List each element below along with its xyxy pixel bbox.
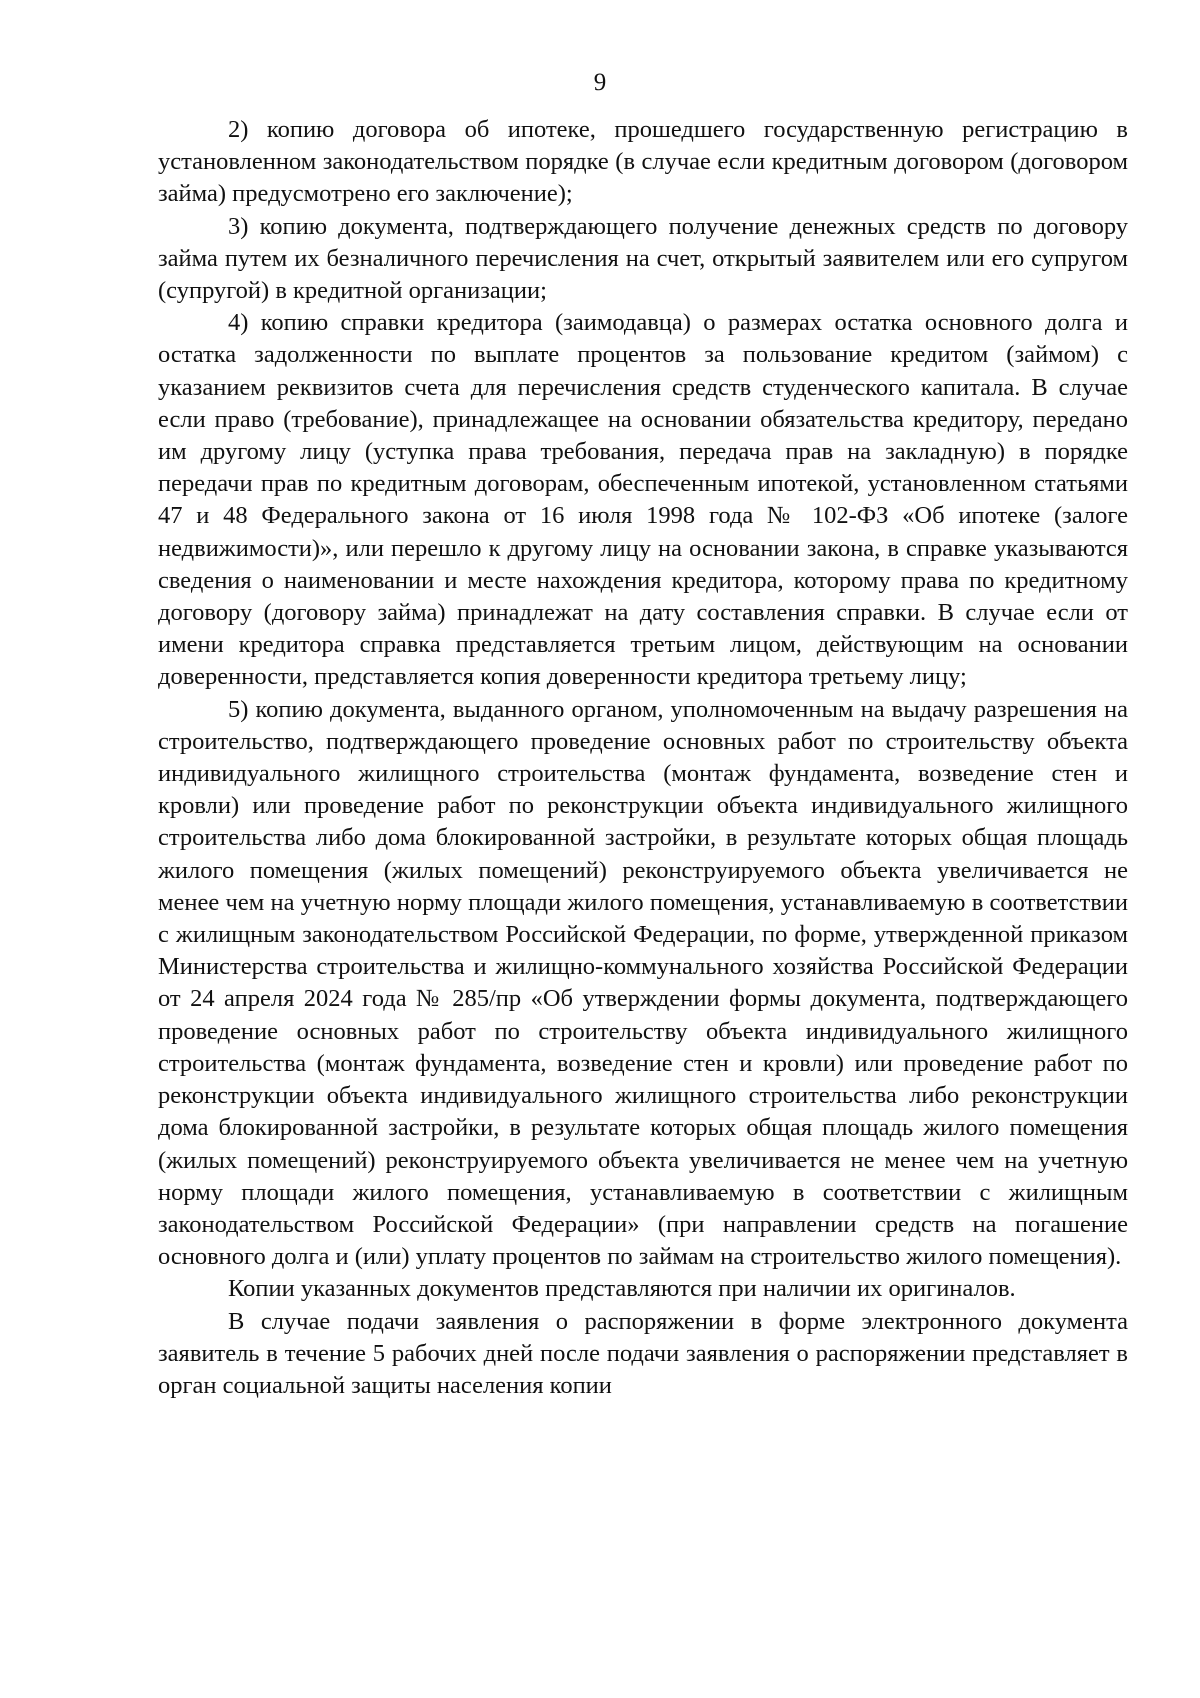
- paragraph-copies-note: Копии указанных документов представляются при наличии их оригиналов.: [228, 1275, 1016, 1303]
- paragraph-item-3: 3) копию документа, подтверждающего получение денежных средств по договору займа путем их безналичного перечисления на счет, открытый заявителем или его супругом (супругой) в кредитной организации;: [158, 212, 1128, 305]
- paragraph-item-4: 4) копию справки кредитора (заимодавца) о размерах остатка основного долга и остатка задолженности по выплате процентов за пользование кредитом (займом) с указанием реквизитов счета для перечисления средств студенческого капитала. В случае если право (требование), принадлежащее на основании обязательства кредитору, передано им другому лицу (уступка права требования, передача прав на закладную) в порядке передачи прав по кредитным договорам, обеспеченным ипотекой, установленном статьями 47 и 48 Федерального закона от 16 июля 1998 года № 102-ФЗ «Об ипотеке (залоге недвижимости)», или перешло к другому лицу на основании закона, в справке указываются сведения о наименовании и месте нахождения кредитора, которому права по кредитному договору (договору займа) принадлежат на дату составления справки. В случае если от имени кредитора справка представляется третьим лицом, действующим на основании доверенности, представляется копия доверенности кредитора третьему лицу;: [158, 309, 1128, 691]
- page-number: 9: [593, 69, 607, 96]
- paragraph-item-5: 5) копию документа, выданного органом, уполномоченным на выдачу разрешения на строительство, подтверждающего проведение основных работ по строительству объекта индивидуального жилищного строительства (монтаж фундамента, возведение стен и кровли) или проведение работ по реконструкции объекта индивидуального жилищного строительства либо дома блокированной застройки, в результате которых общая площадь жилого помещения (жилых помещений) реконструируемого объекта увеличивается не менее чем на учетную норму площади жилого помещения, устанавливаемую в соответствии с жилищным законодательством Российской Федерации, по форме, утвержденной приказом Министерства строительства и жилищно-коммунального хозяйства Российской Федерации от 24 апреля 2024 года № 285/пр «Об утверждении формы документа, подтверждающего проведение основных работ по строительству объекта индивидуального жилищного строительства (монтаж фундамента, возведение стен и кровли) или проведение работ по реконструкции объекта индивидуального жилищного строительства либо реконструкции дома блокированной застройки, в результате которых общая площадь жилого помещения (жилых помещений) реконструируемого объекта увеличивается не менее чем на учетную норму площади жилого помещения, устанавливаемую в соответствии с жилищным законодательством Российской Федерации» (при направлении средств на погашение основного долга и (или) уплату процентов по займам на строительство жилого помещения).: [158, 695, 1128, 1271]
- paragraph-electronic-submission: В случае подачи заявления о распоряжении в форме электронного документа заявитель в течение 5 рабочих дней после подачи заявления о распоряжении представляет в орган социальной защиты населения копии: [158, 1307, 1128, 1399]
- document-body: [158, 114, 1128, 1402]
- paragraph-item-2: 2) копию договора об ипотеке, прошедшего государственную регистрацию в установленном законодательством порядке (в случае если кредитным договором (договором займа) предусмотрено его заключение);: [158, 116, 1128, 208]
